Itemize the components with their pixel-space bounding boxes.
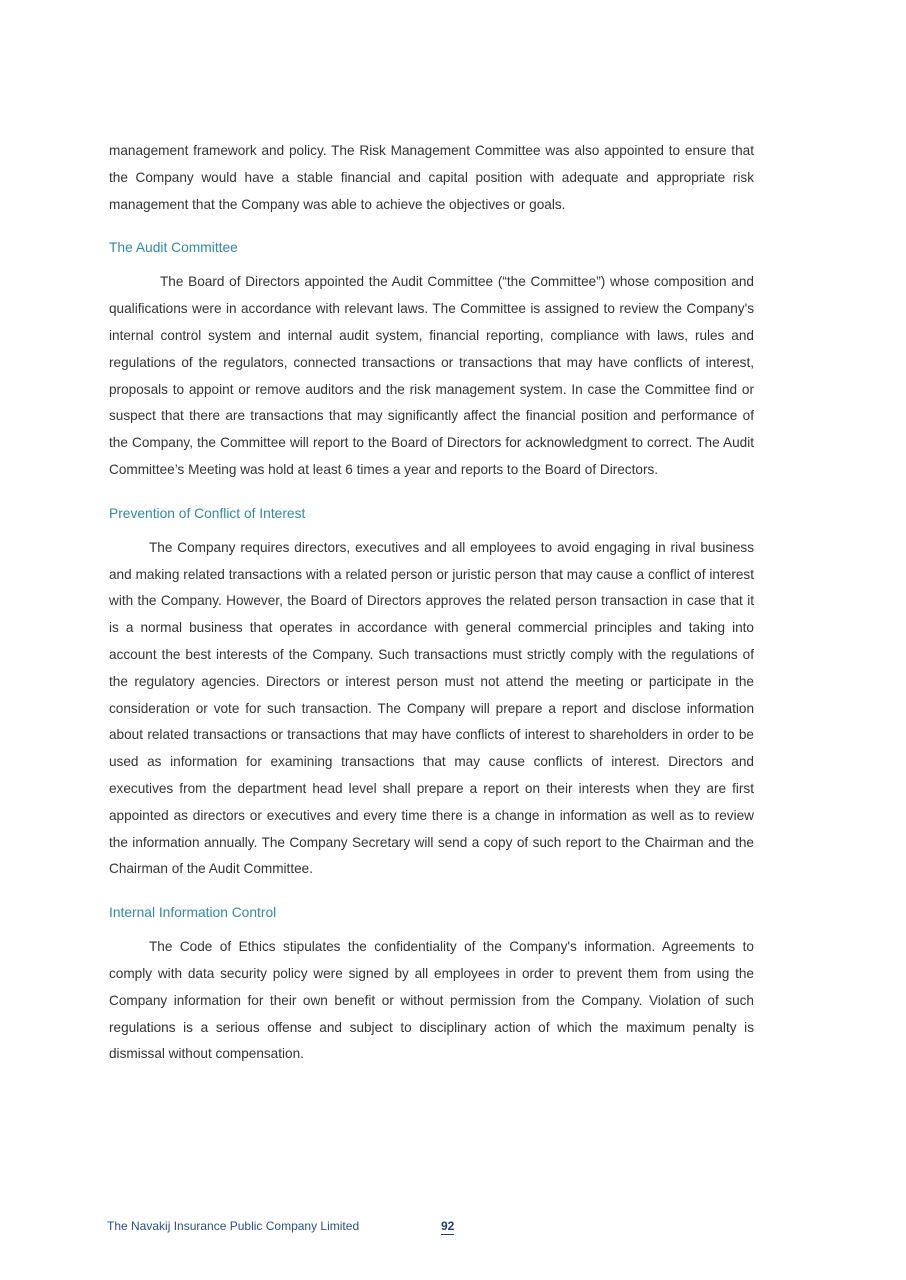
audit-committee-paragraph: The Board of Directors appointed the Audit Committee (“the Committee”) whose composition and qualifications were in accordance with relevant laws. The Committee is assigned to review the Company's internal control system and internal audit system, financial reporting, compliance with laws, rules and regulations of the regulators, connected transactions or transactions that may have conflicts of interest, proposals to appoint or remove auditors and the risk management system. In case the Committee find or suspect that there are transactions that may significantly affect the financial position and performance of the Company, the Committee will report to the Board of Directors for acknowledgment to correct. The Audit Committee’s Meeting was hold at least 6 times a year and reports to the Board of Directors.	[109, 274, 754, 477]
internal-information-heading: Internal Information Control	[109, 905, 277, 921]
page-number: 92	[441, 1219, 455, 1233]
conflict-of-interest-paragraph: The Company requires directors, executives and all employees to avoid engaging in rival business and making related transactions with a related person or juristic person that may cause a conflict of interest with the Company. However, the Board of Directors approves the related person transaction in case that it is a normal business that operates in accordance with general commercial principles and taking into account the best interests of the Company. Such transactions must strictly comply with the regulations of the regulatory agencies. Directors or interest person must not attend the meeting or participate in the consideration or vote for such transaction. The Company will prepare a report and disclose information about related transactions or transactions that may have conflicts of interest to shareholders in order to be used as information for examining transactions that may cause conflicts of interest. Directors and executives from the department head level shall prepare a report on their interests when they are first appointed as directors or executives and every time there is a change in information as well as to review the information annually. The Company Secretary will send a copy of such report to the Chairman and the Chairman of the Audit Committee.	[109, 539, 754, 877]
audit-committee-heading: The Audit Committee	[109, 240, 238, 256]
footer-company-name: The Navakij Insurance Public Company Limited	[107, 1219, 360, 1233]
internal-information-paragraph: The Code of Ethics stipulates the confidentiality of the Company's information. Agreements to comply with data security policy were signed by all employees in order to prevent them from using the Company information for their own benefit or without permission from the Company. Violation of such regulations is a serious offense and subject to disciplinary action of which the maximum penalty is dismissal without compensation.	[109, 939, 754, 1062]
intro-paragraph: management framework and policy. The Risk Management Committee was also appointed to ensure that the Company would have a stable financial and capital position with adequate and appropriate risk management that the Company was able to achieve the objectives or goals.	[109, 143, 754, 212]
document-body	[109, 138, 754, 1068]
conflict-of-interest-heading: Prevention of Conflict of Interest	[109, 505, 306, 521]
page-footer	[107, 1219, 467, 1241]
